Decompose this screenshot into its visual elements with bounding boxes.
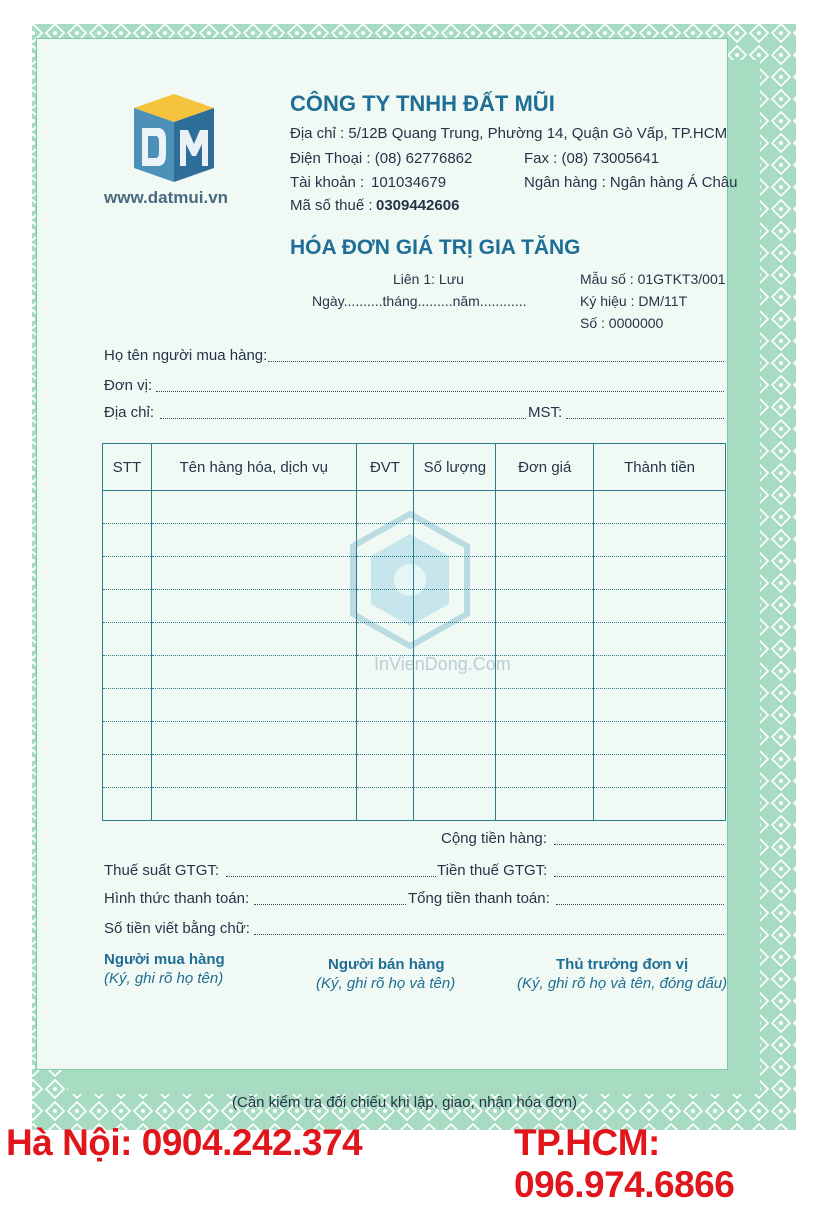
table-row [103, 491, 726, 524]
table-cell [356, 689, 414, 722]
vat-amount-line [554, 876, 724, 877]
head-signature-note: (Ký, ghi rõ họ và tên, đóng dấu) [517, 975, 728, 992]
amount-in-words-line [254, 934, 724, 935]
table-cell [151, 524, 356, 557]
col-quantity: Số lượng [414, 444, 496, 491]
buyer-unit-line [156, 391, 724, 392]
table-row [103, 623, 726, 656]
table-row [103, 656, 726, 689]
vat-rate-line [226, 876, 436, 877]
buyer-unit-label: Đơn vị: [104, 377, 153, 394]
amount-in-words-label: Số tiền viết bằng chữ: [104, 920, 250, 937]
table-cell [151, 788, 356, 821]
subtotal-label: Cộng tiền hàng: [441, 830, 547, 847]
vat-amount-label: Tiền thuế GTGT: [437, 862, 548, 879]
vat-rate-label: Thuế suất GTGT: [104, 862, 220, 879]
table-cell [594, 623, 726, 656]
buyer-mst-line [566, 418, 724, 419]
table-row [103, 689, 726, 722]
table-cell [356, 623, 414, 656]
table-cell [151, 722, 356, 755]
table-cell [103, 524, 152, 557]
table-cell [356, 755, 414, 788]
grand-total-label: Tổng tiền thanh toán: [408, 890, 550, 907]
table-cell [356, 590, 414, 623]
company-phone: Điện Thoại : (08) 62776862 [290, 150, 473, 167]
table-cell [496, 590, 594, 623]
grand-total-line [556, 904, 724, 905]
table-cell [496, 524, 594, 557]
payment-method-label: Hình thức thanh toán: [104, 890, 250, 907]
company-tax-label: Mã số thuế : [290, 197, 373, 214]
table-cell [414, 755, 496, 788]
col-unit: ĐVT [356, 444, 414, 491]
buyer-address-label: Địa chỉ: [104, 404, 155, 421]
table-row [103, 722, 726, 755]
table-cell [496, 491, 594, 524]
table-row [103, 755, 726, 788]
payment-method-line [254, 904, 406, 905]
table-cell [496, 557, 594, 590]
head-signature-title: Thủ trưởng đơn vị [556, 956, 689, 973]
table-row [103, 788, 726, 821]
table-cell [594, 491, 726, 524]
invoice-copy: Liên 1: Lưu [393, 271, 464, 287]
buyer-name-label: Họ tên người mua hàng: [104, 347, 268, 364]
buyer-signature-title: Người mua hàng [104, 951, 225, 968]
table-cell [103, 590, 152, 623]
table-cell [151, 491, 356, 524]
buyer-mst-label: MST: [528, 404, 563, 421]
table-cell [103, 788, 152, 821]
table-cell [414, 689, 496, 722]
table-cell [103, 491, 152, 524]
table-cell [594, 788, 726, 821]
items-table [102, 443, 726, 821]
table-row [103, 524, 726, 557]
table-cell [496, 656, 594, 689]
seller-signature-note: (Ký, ghi rõ họ và tên) [316, 975, 456, 992]
table-cell [356, 524, 414, 557]
table-cell [356, 656, 414, 689]
invoice-form-number: Mẫu số : 01GTKT3/001 [580, 271, 726, 287]
table-cell [103, 722, 152, 755]
table-cell [414, 788, 496, 821]
col-amount: Thành tiền [594, 444, 726, 491]
invoice-date: Ngày..........tháng.........năm............ [312, 293, 527, 309]
table-cell [414, 623, 496, 656]
company-bank: Ngân hàng : Ngân hàng Á Châu [524, 174, 738, 191]
invoice-number: Số : 0000000 [580, 315, 664, 331]
watermark-text: InVienDong.Com [374, 654, 511, 674]
col-unit-price: Đơn giá [496, 444, 594, 491]
table-cell [496, 623, 594, 656]
table-cell [103, 755, 152, 788]
table-cell [356, 788, 414, 821]
table-row [103, 590, 726, 623]
hcm-hotline: TP.HCM: 096.974.6866 [514, 1122, 735, 1205]
table-cell [414, 524, 496, 557]
company-logo [124, 94, 224, 184]
subtotal-line [554, 844, 724, 845]
table-cell [151, 590, 356, 623]
table-cell [594, 590, 726, 623]
company-tax-code: 0309442606 [376, 197, 460, 214]
table-cell [151, 755, 356, 788]
company-account-number: 101034679 [371, 174, 447, 191]
table-cell [103, 557, 152, 590]
table-cell [356, 722, 414, 755]
table-cell [103, 623, 152, 656]
buyer-name-line [268, 361, 724, 362]
table-cell [356, 557, 414, 590]
table-cell [496, 689, 594, 722]
table-cell [103, 689, 152, 722]
company-account-label: Tài khoản : [290, 174, 365, 191]
table-cell [414, 491, 496, 524]
table-header-row [103, 444, 726, 491]
table-cell [151, 557, 356, 590]
table-cell [496, 755, 594, 788]
table-cell [594, 656, 726, 689]
buyer-address-line [160, 418, 526, 419]
table-cell [356, 491, 414, 524]
table-cell [594, 557, 726, 590]
table-cell [594, 524, 726, 557]
company-name: CÔNG TY TNHH ĐẤT MŨI [290, 91, 555, 116]
table-cell [151, 689, 356, 722]
table-cell [151, 656, 356, 689]
table-cell [151, 623, 356, 656]
table-cell [414, 557, 496, 590]
table-cell [594, 689, 726, 722]
invoice-symbol: Ký hiệu : DM/11T [580, 293, 688, 309]
table-cell [414, 722, 496, 755]
hanoi-hotline: Hà Nội: 0904.242.374 [6, 1122, 363, 1163]
col-item-name: Tên hàng hóa, dịch vụ [151, 444, 356, 491]
company-fax: Fax : (08) 73005641 [524, 150, 660, 167]
table-cell [103, 656, 152, 689]
invoice-title: HÓA ĐƠN GIÁ TRỊ GIA TĂNG [290, 236, 581, 259]
table-cell [496, 722, 594, 755]
col-stt: STT [103, 444, 152, 491]
table-cell [594, 722, 726, 755]
table-cell [414, 590, 496, 623]
company-website: www.datmui.vn [104, 188, 229, 207]
company-address: Địa chỉ : 5/12B Quang Trung, Phường 14, Quận Gò Vấp, TP.HCM [290, 125, 728, 142]
table-cell [414, 656, 496, 689]
table-row [103, 557, 726, 590]
table-cell [594, 755, 726, 788]
seller-signature-title: Người bán hàng [328, 956, 445, 973]
buyer-signature-note: (Ký, ghi rõ họ tên) [104, 970, 224, 987]
footer-note: (Cần kiểm tra đối chiếu khi lập, giao, nhận hóa đơn) [232, 1094, 578, 1111]
table-cell [496, 788, 594, 821]
